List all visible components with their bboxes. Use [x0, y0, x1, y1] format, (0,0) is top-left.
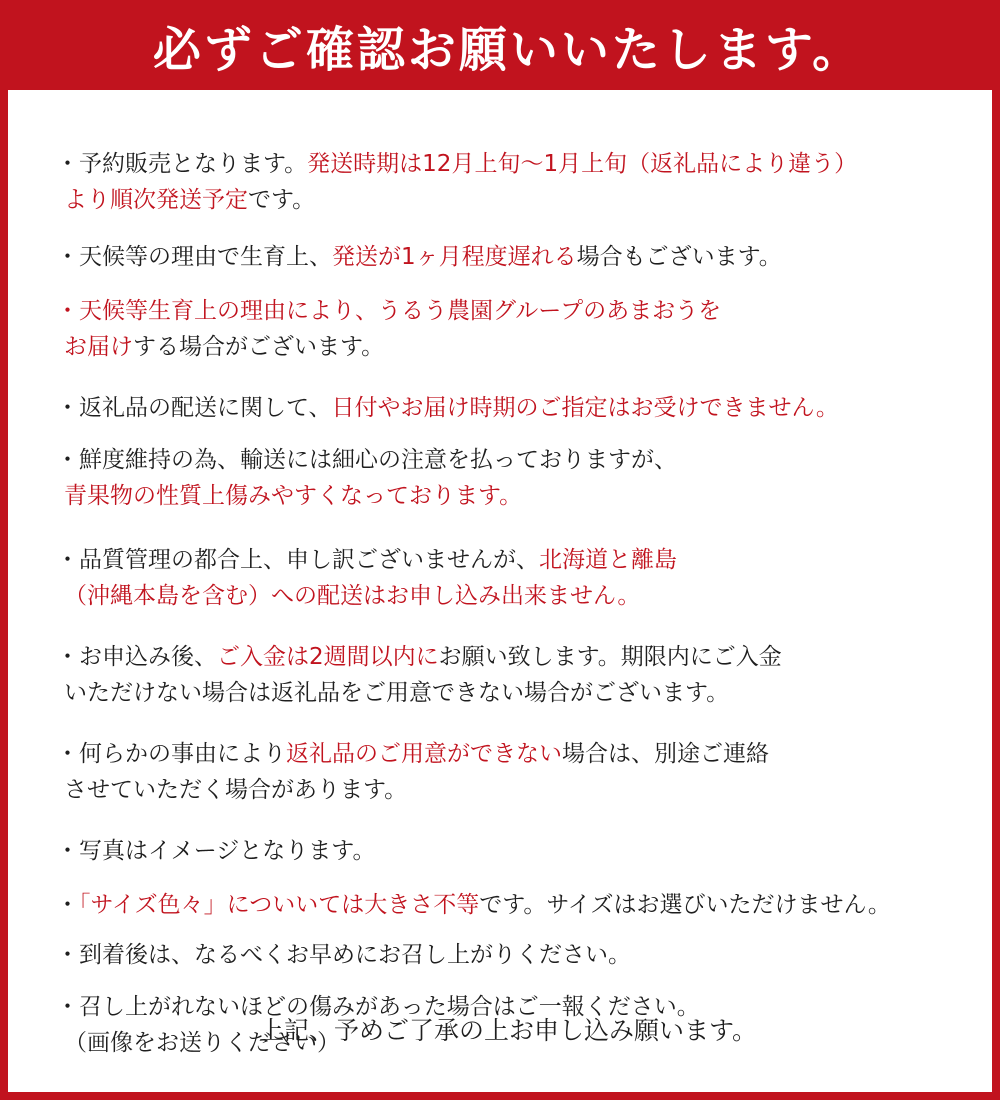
- notice-text-emphasis: （沖縄本島を含む）への配送はお申し込み出来ません。: [64, 582, 641, 609]
- notice-text-emphasis: 発送が1ヶ月程度遅れる: [332, 243, 577, 270]
- notice-item: [56, 639, 976, 711]
- notice-line: [56, 639, 976, 675]
- notice-text: ・写真はイメージとなります。: [56, 838, 376, 865]
- notice-line: [56, 578, 976, 614]
- notice-line: [56, 239, 976, 275]
- notice-line: [56, 478, 976, 514]
- notice-item: [56, 390, 976, 426]
- notice-text-emphasis: 発送時期は12月上旬〜1月上旬（返礼品により違う）: [307, 151, 858, 177]
- notice-item: [56, 833, 976, 869]
- notice-text: お願い致します。期限内にご入金: [438, 643, 782, 670]
- notice-text-emphasis: 北海道と離島: [539, 546, 677, 573]
- notice-item: [56, 542, 976, 614]
- header-banner: [8, 0, 1000, 90]
- notice-text: ・鮮度維持の為、輸送には細心の注意を払っておりますが、: [56, 447, 677, 474]
- notice-line: [56, 390, 976, 426]
- notice-item: [56, 239, 976, 275]
- notice-text-emphasis: 日付やお届け時期のご指定はお受けできません。: [331, 395, 839, 422]
- notice-text: ・予約販売となります。: [56, 151, 308, 177]
- notice-text-emphasis: 青果物の性質上傷みやすくなっております。: [64, 483, 523, 510]
- notice-line: [56, 293, 976, 329]
- notice-line: [56, 833, 976, 869]
- notice-text: する場合がございます。: [133, 333, 385, 360]
- notice-text-emphasis: 「サイズ色々」についいては大きさ不等: [79, 892, 480, 919]
- notice-line: [56, 442, 976, 478]
- notice-text: させていただく場合があります。: [64, 776, 408, 803]
- notice-text: ・到着後は、なるべくお早めにお召し上がりください。: [56, 942, 631, 968]
- notice-text-emphasis: お届け: [64, 333, 133, 360]
- notice-text: ・天候等の理由で生育上、: [56, 243, 332, 270]
- notice-text: ・品質管理の都合上、申し訳ございませんが、: [56, 546, 539, 573]
- footer-note: 上記、予めご了承の上お申し込み願います。: [258, 1016, 757, 1045]
- notice-line: [56, 772, 976, 808]
- notice-text: 場合もございます。: [576, 243, 782, 270]
- notice-line: [56, 146, 976, 182]
- notice-line: [56, 887, 976, 923]
- header-title: 必ずご確認お願いいたします。: [152, 21, 864, 78]
- notice-text: いただけない場合は返礼品をご用意できない場合がございます。: [64, 679, 730, 706]
- notice-line: [56, 736, 976, 772]
- notice-text-emphasis: より順次発送予定: [64, 187, 248, 213]
- notice-text: ・お申込み後、: [56, 643, 217, 670]
- notice-line: [56, 182, 976, 218]
- notice-text: （画像をお送りください）: [64, 1029, 340, 1056]
- notice-line: [56, 675, 976, 711]
- notice-text: 場合は、別途ご連絡: [562, 740, 769, 767]
- notice-text: です。サイズはお選びいただけません。: [479, 892, 891, 919]
- notice-item: [56, 293, 976, 365]
- notice-item: [56, 887, 976, 923]
- notice-item: [56, 442, 976, 514]
- notice-text: ・: [56, 892, 79, 919]
- notice-text-emphasis: ご入金は2週間以内に: [217, 643, 439, 670]
- notice-text: です。: [248, 187, 316, 213]
- notice-text-emphasis: 返礼品のご用意ができない: [286, 740, 562, 767]
- notice-item: [56, 937, 976, 973]
- notice-text: ・召し上がれないほどの傷みがあった場合はご一報ください。: [56, 993, 700, 1020]
- notice-line: [56, 937, 976, 973]
- notice-text-emphasis: ・天候等生育上の理由により、うるう農園グループのあまおうを: [56, 297, 722, 324]
- notice-text: ・返礼品の配送に関して、: [56, 395, 332, 422]
- notice-line: [56, 329, 976, 365]
- notice-text: ・何らかの事由により: [56, 740, 286, 767]
- notice-line: [56, 542, 976, 578]
- notice-item: [56, 146, 976, 218]
- notice-item: [56, 736, 976, 808]
